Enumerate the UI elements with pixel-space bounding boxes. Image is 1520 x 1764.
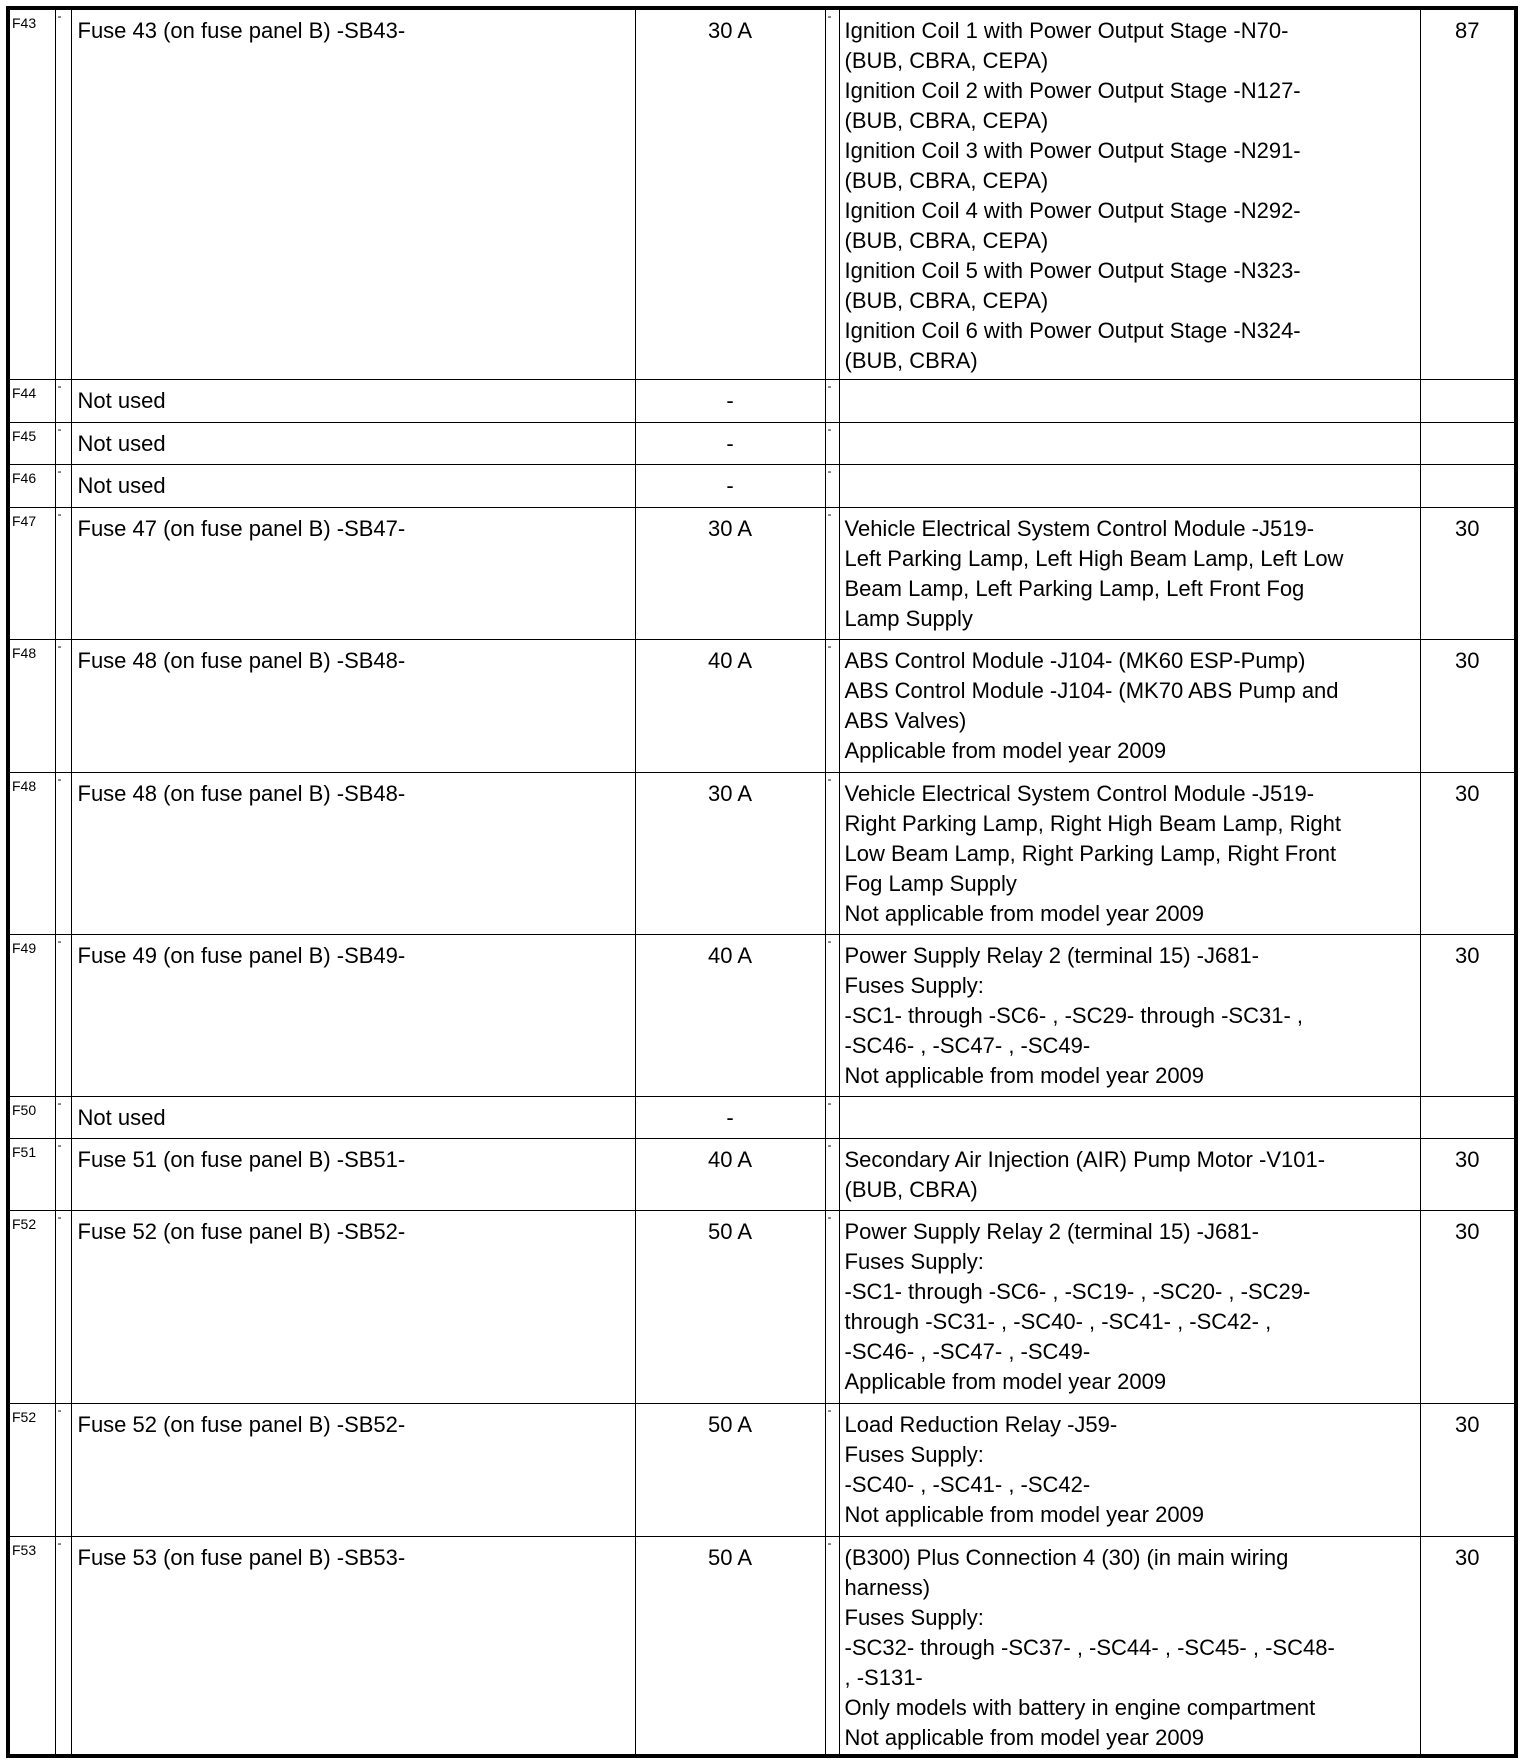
component-line: (BUB, CBRA, CEPA) [844,108,1049,133]
components-cell [839,1536,1420,1756]
fuse-row [8,379,1516,422]
component-line: ABS Valves) [844,707,967,733]
component-line: Fuses Supply: [844,1248,984,1274]
fuse-table [6,6,1518,1758]
component-line: , -S131- [844,1664,923,1690]
component-line: -SC32- through -SC37- , -SC44- , -SC45- , -SC48- [844,1634,1335,1660]
terminal: 30 [1420,1403,1516,1536]
fuse-row [8,1210,1516,1403]
component-line: through -SC31- , -SC40- , -SC41- , -SC42- , [844,1308,1272,1334]
dash-cell: - [825,639,839,772]
fuse-rating: 40 A [635,934,825,1096]
fuse-description: Not used [71,1096,635,1138]
fuse-rating: 30 A [635,8,825,379]
fuse-rating: - [635,422,825,464]
fuse-description: Not used [71,464,635,507]
component-line: Right Parking Lamp, Right High Beam Lamp, Right [844,810,1341,836]
dash-cell: - [55,464,71,507]
component-line: -SC1- through -SC6- , -SC29- through -SC31- , [844,1002,1304,1028]
component-line: Not applicable from model year 2009 [844,900,1205,926]
fuse-row [8,422,1516,464]
component-line: Not applicable from model year 2009 [844,1062,1205,1088]
component-line: (BUB, CBRA, CEPA) [844,228,1049,253]
component-line: harness) [844,1574,931,1600]
dash-cell: - [55,1403,71,1536]
component-line: (BUB, CBRA, CEPA) [844,48,1049,73]
dash-cell: - [825,1403,839,1536]
component-line: (BUB, CBRA, CEPA) [844,288,1049,313]
terminal: 30 [1420,934,1516,1096]
dash-cell: - [825,1138,839,1210]
dash-cell: - [55,934,71,1096]
fuse-rating: 40 A [635,1138,825,1210]
fuse-id: F44 [8,379,55,422]
components-cell [839,934,1420,1096]
component-line: Ignition Coil 3 with Power Output Stage -N291- [844,138,1301,163]
fuse-description: Fuse 43 (on fuse panel B) -SB43- [71,8,635,379]
component-line: Ignition Coil 4 with Power Output Stage -N292- [844,198,1301,223]
fuse-description: Fuse 51 (on fuse panel B) -SB51- [71,1138,635,1210]
component-line: Secondary Air Injection (AIR) Pump Motor -V101- [844,1146,1326,1172]
component-line: Left Parking Lamp, Left High Beam Lamp, Left Low [844,545,1344,571]
dash-cell: - [825,507,839,639]
fuse-id: F52 [8,1210,55,1403]
fuse-id: F51 [8,1138,55,1210]
component-line: Power Supply Relay 2 (terminal 15) -J681- [844,942,1260,968]
component-line: Applicable from model year 2009 [844,737,1167,763]
component-line: Fog Lamp Supply [844,870,1017,896]
dash-cell: - [825,772,839,934]
component-line: Not applicable from model year 2009 [844,1501,1205,1527]
fuse-id: F50 [8,1096,55,1138]
fuse-id: F45 [8,422,55,464]
dash-cell: - [55,772,71,934]
components-cell [839,8,1420,379]
component-line: Beam Lamp, Left Parking Lamp, Left Front Fog [844,575,1305,601]
terminal: 30 [1420,772,1516,934]
dash-cell: - [55,1210,71,1403]
fuse-id: F48 [8,639,55,772]
dash-cell: - [55,507,71,639]
component-line: (BUB, CBRA, CEPA) [844,168,1049,193]
dash-cell: - [825,379,839,422]
dash-cell: - [55,8,71,379]
dash-cell: - [55,1096,71,1138]
fuse-rating: 50 A [635,1403,825,1536]
fuse-row [8,1138,1516,1210]
dash-cell: - [55,1138,71,1210]
component-line: (B300) Plus Connection 4 (30) (in main wiring [844,1544,1289,1570]
component-line: -SC1- through -SC6- , -SC19- , -SC20- , -SC29- [844,1278,1311,1304]
components-cell [839,422,1420,464]
components-cell [839,1096,1420,1138]
component-line: ABS Control Module -J104- (MK60 ESP-Pump) [844,647,1306,673]
fuse-row [8,1536,1516,1756]
fuse-description: Not used [71,379,635,422]
dash-cell: - [55,639,71,772]
terminal: 30 [1420,1138,1516,1210]
fuse-id: F49 [8,934,55,1096]
fuse-rating: - [635,1096,825,1138]
component-line: Applicable from model year 2009 [844,1368,1167,1394]
dash-cell: - [825,8,839,379]
component-line: -SC46- , -SC47- , -SC49- [844,1032,1091,1058]
fuse-id: F46 [8,464,55,507]
fuse-description: Not used [71,422,635,464]
fuse-row [8,8,1516,379]
components-cell [839,772,1420,934]
fuse-row [8,772,1516,934]
fuse-description: Fuse 49 (on fuse panel B) -SB49- [71,934,635,1096]
components-cell [839,379,1420,422]
fuse-rating: - [635,464,825,507]
fuse-table-body [8,8,1516,1756]
fuse-description: Fuse 53 (on fuse panel B) -SB53- [71,1536,635,1756]
fuse-rating: 40 A [635,639,825,772]
components-cell [839,1210,1420,1403]
component-line: Fuses Supply: [844,1604,984,1630]
terminal: 87 [1420,8,1516,379]
components-cell [839,1403,1420,1536]
dash-cell: - [825,1210,839,1403]
component-line: Ignition Coil 2 with Power Output Stage -N127- [844,78,1301,103]
terminal: 30 [1420,1536,1516,1756]
fuse-id: F48 [8,772,55,934]
fuse-row [8,507,1516,639]
fuse-row [8,934,1516,1096]
component-line: Power Supply Relay 2 (terminal 15) -J681- [844,1218,1260,1244]
terminal: 30 [1420,507,1516,639]
fuse-row [8,1096,1516,1138]
fuse-rating: 50 A [635,1536,825,1756]
dash-cell: - [825,1536,839,1756]
fuse-description: Fuse 52 (on fuse panel B) -SB52- [71,1210,635,1403]
component-line: Low Beam Lamp, Right Parking Lamp, Right Front [844,840,1337,866]
component-line: -SC40- , -SC41- , -SC42- [844,1471,1091,1497]
terminal: 30 [1420,1210,1516,1403]
component-line: Fuses Supply: [844,972,984,998]
components-cell [839,639,1420,772]
fuse-row [8,639,1516,772]
dash-cell: - [55,1536,71,1756]
terminal [1420,1096,1516,1138]
fuse-rating: 30 A [635,772,825,934]
component-line: Lamp Supply [844,605,973,631]
components-cell [839,1138,1420,1210]
component-line: (BUB, CBRA) [844,1176,978,1202]
components-cell [839,507,1420,639]
dash-cell: - [825,464,839,507]
fuse-row [8,464,1516,507]
fuse-description: Fuse 48 (on fuse panel B) -SB48- [71,639,635,772]
fuse-description: Fuse 48 (on fuse panel B) -SB48- [71,772,635,934]
component-line: Vehicle Electrical System Control Module -J519- [844,515,1315,541]
component-line: Not applicable from model year 2009 [844,1724,1205,1750]
fuse-rating: 30 A [635,507,825,639]
dash-cell: - [825,934,839,1096]
component-line: Vehicle Electrical System Control Module -J519- [844,780,1315,806]
terminal: 30 [1420,639,1516,772]
fuse-id: F47 [8,507,55,639]
fuse-description: Fuse 52 (on fuse panel B) -SB52- [71,1403,635,1536]
component-line: Load Reduction Relay -J59- [844,1411,1118,1437]
fuse-id: F53 [8,1536,55,1756]
dash-cell: - [825,1096,839,1138]
terminal [1420,422,1516,464]
fuse-rating: 50 A [635,1210,825,1403]
component-line: Only models with battery in engine compartment [844,1694,1316,1720]
component-line: Ignition Coil 6 with Power Output Stage -N324- [844,318,1301,343]
fuse-description: Fuse 47 (on fuse panel B) -SB47- [71,507,635,639]
component-line: ABS Control Module -J104- (MK70 ABS Pump and [844,677,1339,703]
dash-cell: - [55,422,71,464]
component-line: Fuses Supply: [844,1441,984,1467]
fuse-id: F52 [8,1403,55,1536]
fuse-rating: - [635,379,825,422]
component-line: Ignition Coil 5 with Power Output Stage -N323- [844,258,1301,283]
component-line: -SC46- , -SC47- , -SC49- [844,1338,1091,1364]
dash-cell: - [55,379,71,422]
terminal [1420,379,1516,422]
fuse-row [8,1403,1516,1536]
components-cell [839,464,1420,507]
fuse-id: F43 [8,8,55,379]
component-line: Ignition Coil 1 with Power Output Stage -N70- [844,18,1289,43]
component-line: (BUB, CBRA) [844,348,978,373]
terminal [1420,464,1516,507]
dash-cell: - [825,422,839,464]
